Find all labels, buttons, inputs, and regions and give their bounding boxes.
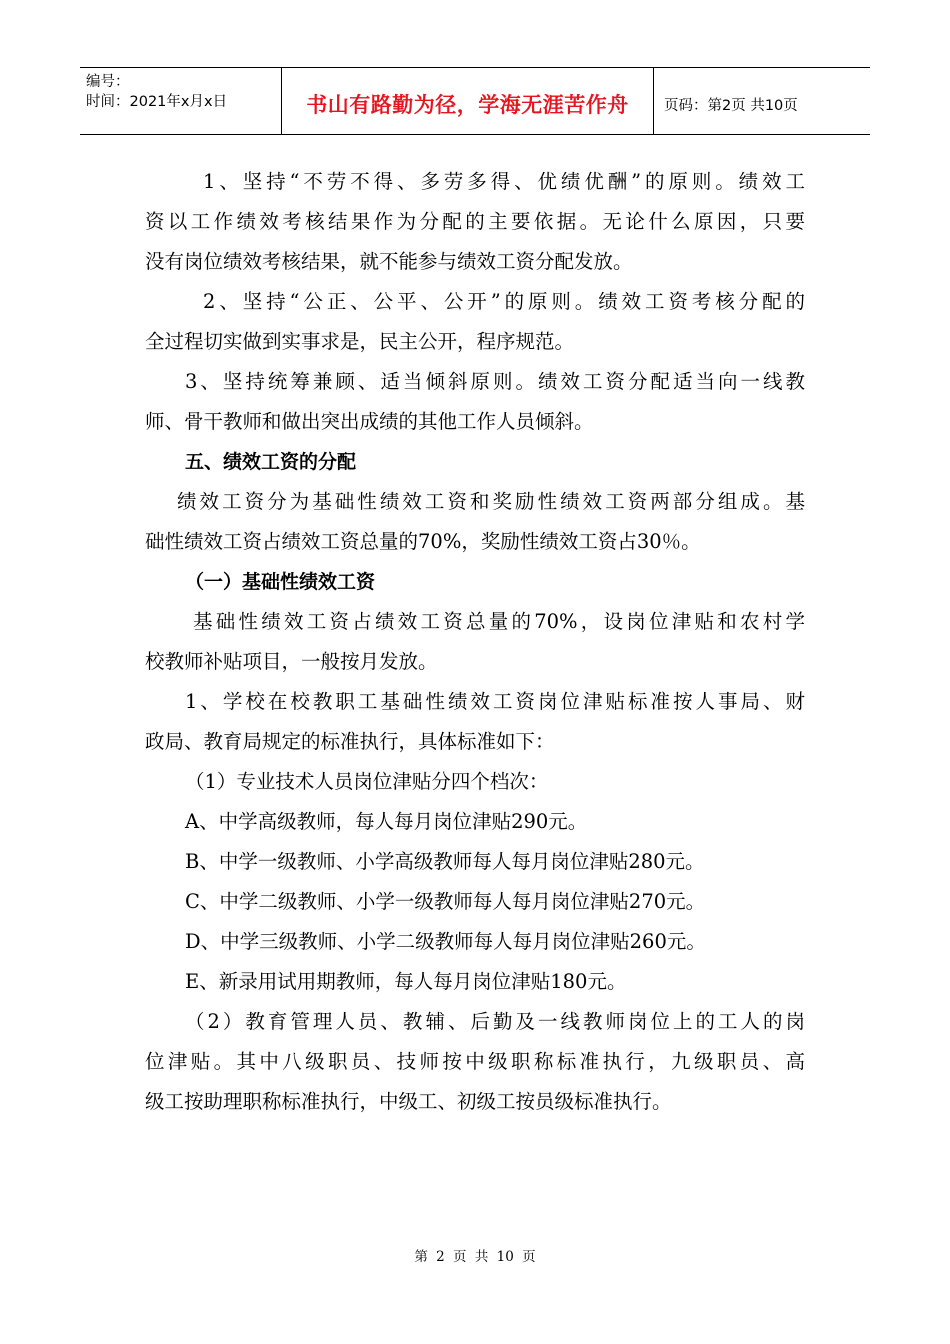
- section-heading: 五、绩效工资的分配: [185, 451, 357, 473]
- paragraph-line: 师、骨干教师和做出突出成绩的其他工作人员倾斜。: [145, 410, 594, 433]
- paragraph-line: 绩效工资分为基础性绩效工资和奖励性绩效工资两部分组成。基: [177, 490, 805, 513]
- paragraph-line: 资以工作绩效考核结果作为分配的主要依据。无论什么原因，只要: [145, 210, 805, 233]
- header-page-info: 页码：第2页 共10页: [664, 97, 798, 114]
- list-item: A、中学高级教师，每人每月岗位津贴290元。: [185, 810, 588, 833]
- paragraph-line: 1、坚持“不劳不得、多劳多得、优绩优酬”的原则。绩效工: [203, 170, 805, 193]
- header-motto: 书山有路勤为径，学海无涯苦作舟: [306, 93, 629, 117]
- paragraph-line: 级工按助理职称标准执行，中级工、初级工按员级标准执行。: [145, 1090, 672, 1113]
- page-header-table: [80, 67, 870, 135]
- header-motto-cell: [282, 68, 654, 134]
- paragraph-line: 政局、教育局规定的标准执行，具体标准如下：: [145, 730, 555, 753]
- page-footer: 第 2 页 共 10 页: [414, 1249, 536, 1265]
- paragraph-line: 3、坚持统筹兼顾、适当倾斜原则。绩效工资分配适当向一线教: [185, 370, 805, 393]
- document-time-label: 时间：2021年x月x日: [86, 94, 228, 110]
- paragraph-line: 2、坚持“公正、公平、公开”的原则。绩效工资考核分配的: [203, 290, 805, 313]
- header-meta-cell: [80, 68, 282, 134]
- paragraph-line: 位津贴。其中八级职员、技师按中级职称标准执行，九级职员、高: [145, 1050, 805, 1073]
- document-body: [145, 162, 805, 1122]
- paragraph-line: 1、学校在校教职工基础性绩效工资岗位津贴标准按人事局、财: [185, 690, 805, 713]
- paragraph-line: 全过程切实做到实事求是，民主公开，程序规范。: [145, 330, 575, 353]
- list-item: B、中学一级教师、小学高级教师每人每月岗位津贴280元。: [185, 850, 705, 873]
- list-item: D、中学三级教师、小学二级教师每人每月岗位津贴260元。: [185, 930, 706, 953]
- paragraph-line: （1）专业技术人员岗位津贴分四个档次：: [185, 770, 549, 793]
- subsection-heading: （一）基础性绩效工资: [185, 571, 376, 593]
- paragraph-line: 没有岗位绩效考核结果，就不能参与绩效工资分配发放。: [145, 250, 633, 273]
- document-number-label: 编号：: [86, 74, 130, 90]
- list-item: C、中学二级教师、小学一级教师每人每月岗位津贴270元。: [185, 890, 706, 913]
- paragraph-line: 础性绩效工资占绩效工资总量的70%，奖励性绩效工资占30％。: [145, 530, 701, 553]
- paragraph-line: 校教师补贴项目，一般按月发放。: [145, 650, 438, 673]
- paragraph-line: （2）教育管理人员、教辅、后勤及一线教师岗位上的工人的岗: [185, 1010, 805, 1033]
- paragraph-line: 基础性绩效工资占绩效工资总量的70%，设岗位津贴和农村学: [193, 610, 805, 633]
- header-page-cell: [654, 68, 870, 134]
- list-item: E、新录用试用期教师，每人每月岗位津贴180元。: [185, 970, 627, 993]
